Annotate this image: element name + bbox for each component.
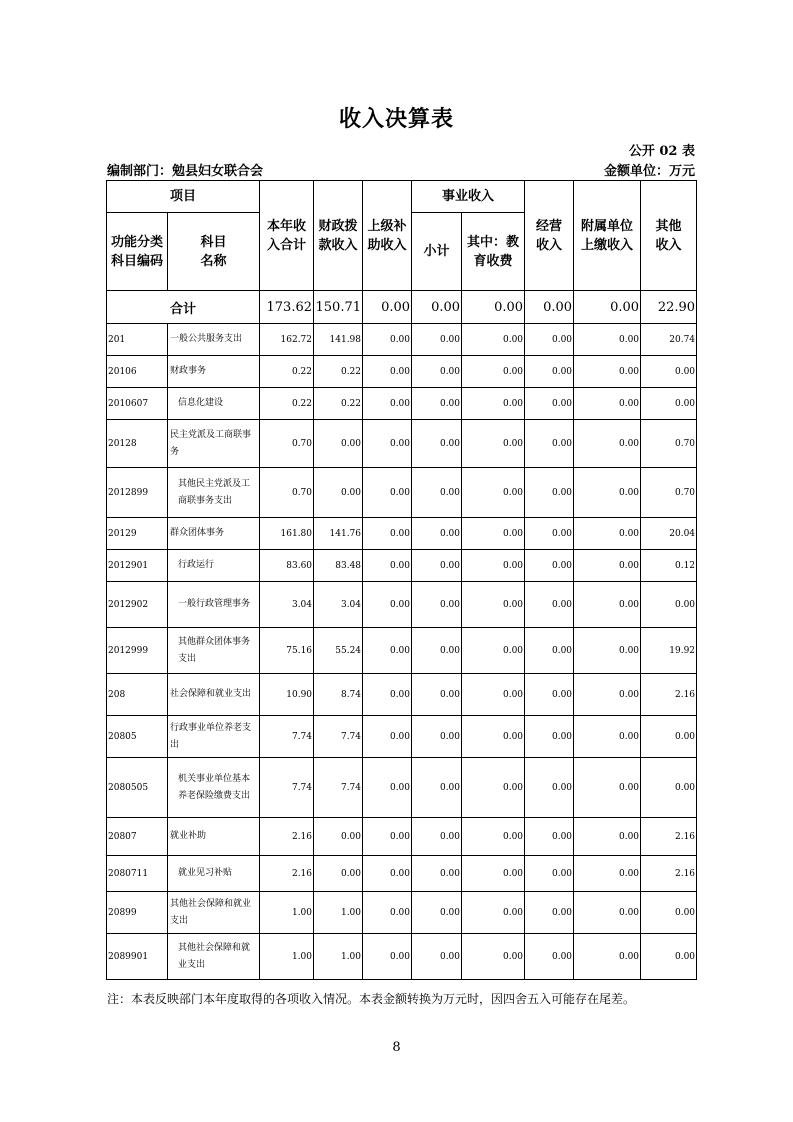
- amount-cell: 0.00: [363, 356, 412, 388]
- amount-cell: 0.00: [462, 758, 525, 818]
- subject-code: 2012901: [107, 550, 168, 582]
- subject-name: 一般公共服务支出: [168, 324, 260, 356]
- amount-cell: 0.70: [641, 468, 697, 518]
- amount-cell: 0.00: [525, 550, 574, 582]
- amount-cell: 0.00: [462, 892, 525, 934]
- amount-cell: 0.00: [462, 818, 525, 856]
- amount-cell: 0.00: [574, 388, 641, 420]
- amount-cell: 0.00: [641, 716, 697, 758]
- amount-cell: 0.00: [525, 356, 574, 388]
- amount-cell: 0.00: [363, 674, 412, 716]
- subject-name: 财政事务: [168, 356, 260, 388]
- amount-cell: 0.22: [314, 356, 363, 388]
- amount-cell: 0.00: [363, 468, 412, 518]
- amount-cell: 1.00: [260, 892, 314, 934]
- amount-cell: 0.00: [641, 582, 697, 628]
- amount-cell: 0.00: [574, 628, 641, 674]
- amount-cell: 0.00: [641, 356, 697, 388]
- amount-cell: 2.16: [641, 856, 697, 892]
- amount-cell: 0.00: [574, 550, 641, 582]
- table-row: [107, 324, 697, 356]
- amount-cell: 0.00: [412, 388, 462, 420]
- header-subtotal: 小计: [412, 213, 462, 291]
- subject-code: 2080505: [107, 758, 168, 818]
- header-affiliated: 附属单位 上缴收入: [574, 181, 641, 291]
- amount-cell: 0.22: [314, 388, 363, 420]
- amount-cell: 0.70: [260, 420, 314, 468]
- table-row: [107, 758, 697, 818]
- amount-cell: 0.00: [412, 716, 462, 758]
- compiling-department: 编制部门：勉县妇女联合会: [107, 164, 264, 179]
- table-row: [107, 892, 697, 934]
- subject-code: 20807: [107, 818, 168, 856]
- subject-name: 其他群众团体事务支出: [168, 628, 260, 674]
- amount-cell: 0.00: [462, 324, 525, 356]
- amount-cell: 0.00: [574, 716, 641, 758]
- form-number: 公开 02 表: [628, 144, 695, 159]
- amount-cell: 0.00: [525, 582, 574, 628]
- amount-cell: 0.00: [462, 716, 525, 758]
- amount-cell: 0.00: [363, 716, 412, 758]
- amount-cell: 0.00: [462, 420, 525, 468]
- amount-cell: 0.00: [363, 856, 412, 892]
- amount-cell: 0.00: [525, 716, 574, 758]
- header-other: 其他 收入: [641, 181, 697, 291]
- amount-cell: 0.00: [641, 758, 697, 818]
- amount-cell: 0.00: [641, 892, 697, 934]
- amount-cell: 2.16: [641, 818, 697, 856]
- amount-cell: 0.00: [314, 856, 363, 892]
- amount-cell: 0.00: [574, 818, 641, 856]
- income-table: [106, 180, 697, 980]
- amount-cell: 7.74: [260, 758, 314, 818]
- amount-cell: 2.16: [260, 856, 314, 892]
- total-value: 0.00: [412, 291, 462, 324]
- table-row: [107, 468, 697, 518]
- amount-cell: 0.00: [462, 388, 525, 420]
- total-row: [107, 291, 697, 324]
- amount-cell: 0.00: [525, 674, 574, 716]
- amount-cell: 75.16: [260, 628, 314, 674]
- amount-cell: 8.74: [314, 674, 363, 716]
- table-row: [107, 716, 697, 758]
- header-fiscal: 财政拨 款收入: [314, 181, 363, 291]
- amount-cell: 0.00: [525, 818, 574, 856]
- subject-code: 208: [107, 674, 168, 716]
- total-value: 173.62: [260, 291, 314, 324]
- amount-cell: 0.00: [363, 892, 412, 934]
- amount-cell: 0.00: [574, 356, 641, 388]
- amount-cell: 0.00: [641, 388, 697, 420]
- subject-code: 2012899: [107, 468, 168, 518]
- header-name: 科目 名称: [168, 213, 260, 291]
- amount-cell: 0.00: [462, 550, 525, 582]
- amount-cell: 0.00: [363, 758, 412, 818]
- amount-cell: 0.00: [462, 518, 525, 550]
- subject-code: 20899: [107, 892, 168, 934]
- subject-name: 行政运行: [168, 550, 260, 582]
- subject-name: 群众团体事务: [168, 518, 260, 550]
- amount-cell: 83.48: [314, 550, 363, 582]
- amount-cell: 7.74: [260, 716, 314, 758]
- amount-cell: 0.00: [412, 758, 462, 818]
- amount-cell: 1.00: [314, 892, 363, 934]
- total-label: 合计: [107, 291, 260, 324]
- total-value: 0.00: [462, 291, 525, 324]
- amount-cell: 161.80: [260, 518, 314, 550]
- subject-name: 就业见习补贴: [168, 856, 260, 892]
- subject-code: 20128: [107, 420, 168, 468]
- subject-name: 机关事业单位基本养老保险缴费支出: [168, 758, 260, 818]
- subject-name: 行政事业单位养老支出: [168, 716, 260, 758]
- amount-cell: 0.00: [363, 388, 412, 420]
- amount-cell: 0.00: [574, 468, 641, 518]
- amount-cell: 0.00: [314, 468, 363, 518]
- amount-cell: 0.00: [412, 550, 462, 582]
- subject-name: 其他社会保障和就业支出: [168, 934, 260, 980]
- amount-cell: 0.22: [260, 356, 314, 388]
- amount-cell: 1.00: [314, 934, 363, 980]
- amount-cell: 0.00: [525, 518, 574, 550]
- subject-name: 其他民主党派及工商联事务支出: [168, 468, 260, 518]
- table-row: [107, 356, 697, 388]
- amount-cell: 0.70: [641, 420, 697, 468]
- amount-cell: 0.00: [462, 582, 525, 628]
- amount-cell: 0.00: [412, 892, 462, 934]
- subject-name: 社会保障和就业支出: [168, 674, 260, 716]
- header-education-fee: 其中：教 育收费: [462, 213, 525, 291]
- header-upper-subsidy: 上级补 助收入: [363, 181, 412, 291]
- footnote: 注：本表反映部门本年度取得的各项收入情况。本表金额转换为万元时，因四舍五入可能存在尾差。: [107, 992, 636, 1006]
- subject-code: 201: [107, 324, 168, 356]
- table-row: [107, 420, 697, 468]
- subject-code: 2010607: [107, 388, 168, 420]
- amount-cell: 0.00: [525, 324, 574, 356]
- amount-cell: 0.00: [574, 518, 641, 550]
- amount-cell: 0.00: [412, 856, 462, 892]
- amount-cell: 0.00: [525, 758, 574, 818]
- total-value: 0.00: [574, 291, 641, 324]
- amount-cell: 0.00: [462, 674, 525, 716]
- subject-name: 民主党派及工商联事务: [168, 420, 260, 468]
- amount-cell: 0.00: [412, 468, 462, 518]
- amount-cell: 0.00: [574, 934, 641, 980]
- amount-cell: 0.00: [462, 934, 525, 980]
- amount-cell: 0.00: [412, 934, 462, 980]
- amount-cell: 0.00: [525, 934, 574, 980]
- amount-cell: 0.00: [462, 468, 525, 518]
- amount-cell: 0.00: [574, 582, 641, 628]
- amount-cell: 1.00: [260, 934, 314, 980]
- page-title: 收入决算表: [338, 106, 454, 132]
- amount-cell: 0.00: [525, 892, 574, 934]
- amount-cell: 0.00: [574, 324, 641, 356]
- amount-cell: 0.00: [412, 674, 462, 716]
- table-row: [107, 388, 697, 420]
- amount-cell: 0.00: [412, 628, 462, 674]
- table-row: [107, 856, 697, 892]
- amount-cell: 2.16: [260, 818, 314, 856]
- amount-cell: 141.76: [314, 518, 363, 550]
- total-value: 0.00: [525, 291, 574, 324]
- amount-cell: 0.00: [525, 388, 574, 420]
- amount-cell: 0.00: [462, 356, 525, 388]
- header-total: 本年收 入合计: [260, 181, 314, 291]
- amount-cell: 10.90: [260, 674, 314, 716]
- amount-cell: 0.22: [260, 388, 314, 420]
- subject-code: 2012999: [107, 628, 168, 674]
- amount-cell: 0.00: [363, 628, 412, 674]
- subject-name: 一般行政管理事务: [168, 582, 260, 628]
- amount-cell: 0.00: [462, 628, 525, 674]
- amount-cell: 0.00: [412, 518, 462, 550]
- amount-cell: 162.72: [260, 324, 314, 356]
- header-operating: 经营 收入: [525, 181, 574, 291]
- amount-cell: 0.00: [462, 856, 525, 892]
- amount-cell: 0.00: [363, 420, 412, 468]
- amount-cell: 0.70: [260, 468, 314, 518]
- amount-cell: 0.00: [363, 582, 412, 628]
- header-career-income: 事业收入: [412, 181, 525, 213]
- amount-cell: 0.00: [363, 934, 412, 980]
- amount-cell: 0.00: [412, 420, 462, 468]
- amount-cell: 55.24: [314, 628, 363, 674]
- amount-cell: 0.00: [574, 892, 641, 934]
- table-row: [107, 934, 697, 980]
- subject-code: 20106: [107, 356, 168, 388]
- amount-cell: 20.04: [641, 518, 697, 550]
- amount-cell: 0.00: [525, 628, 574, 674]
- amount-cell: 0.00: [314, 818, 363, 856]
- amount-cell: 0.00: [363, 550, 412, 582]
- amount-cell: 0.00: [412, 582, 462, 628]
- table-row: [107, 818, 697, 856]
- table-row: [107, 628, 697, 674]
- total-value: 150.71: [314, 291, 363, 324]
- amount-cell: 7.74: [314, 758, 363, 818]
- header-code: 功能分类 科目编码: [107, 213, 168, 291]
- subject-code: 20805: [107, 716, 168, 758]
- amount-cell: 0.00: [363, 324, 412, 356]
- subject-name: 其他社会保障和就业支出: [168, 892, 260, 934]
- amount-unit: 金额单位：万元: [603, 164, 695, 179]
- table-row: [107, 550, 697, 582]
- subject-name: 就业补助: [168, 818, 260, 856]
- amount-cell: 0.00: [363, 518, 412, 550]
- total-value: 22.90: [641, 291, 697, 324]
- amount-cell: 0.00: [412, 324, 462, 356]
- amount-cell: 2.16: [641, 674, 697, 716]
- table-row: [107, 674, 697, 716]
- subject-code: 2012902: [107, 582, 168, 628]
- amount-cell: 0.00: [412, 818, 462, 856]
- page-number: 8: [392, 1040, 401, 1055]
- amount-cell: 7.74: [314, 716, 363, 758]
- subject-code: 2080711: [107, 856, 168, 892]
- amount-cell: 0.00: [412, 356, 462, 388]
- subject-name: 信息化建设: [168, 388, 260, 420]
- amount-cell: 20.74: [641, 324, 697, 356]
- amount-cell: 83.60: [260, 550, 314, 582]
- amount-cell: 0.00: [574, 758, 641, 818]
- amount-cell: 0.00: [525, 420, 574, 468]
- subject-code: 20129: [107, 518, 168, 550]
- amount-cell: 0.12: [641, 550, 697, 582]
- amount-cell: 0.00: [574, 856, 641, 892]
- subject-code: 2089901: [107, 934, 168, 980]
- amount-cell: 141.98: [314, 324, 363, 356]
- amount-cell: 0.00: [314, 420, 363, 468]
- amount-cell: 0.00: [525, 856, 574, 892]
- amount-cell: 0.00: [363, 818, 412, 856]
- amount-cell: 0.00: [574, 420, 641, 468]
- amount-cell: 19.92: [641, 628, 697, 674]
- header-item: 项目: [107, 181, 260, 213]
- table-row: [107, 518, 697, 550]
- amount-cell: 3.04: [260, 582, 314, 628]
- total-value: 0.00: [363, 291, 412, 324]
- amount-cell: 0.00: [574, 674, 641, 716]
- amount-cell: 0.00: [525, 468, 574, 518]
- table-row: [107, 582, 697, 628]
- amount-cell: 0.00: [641, 934, 697, 980]
- amount-cell: 3.04: [314, 582, 363, 628]
